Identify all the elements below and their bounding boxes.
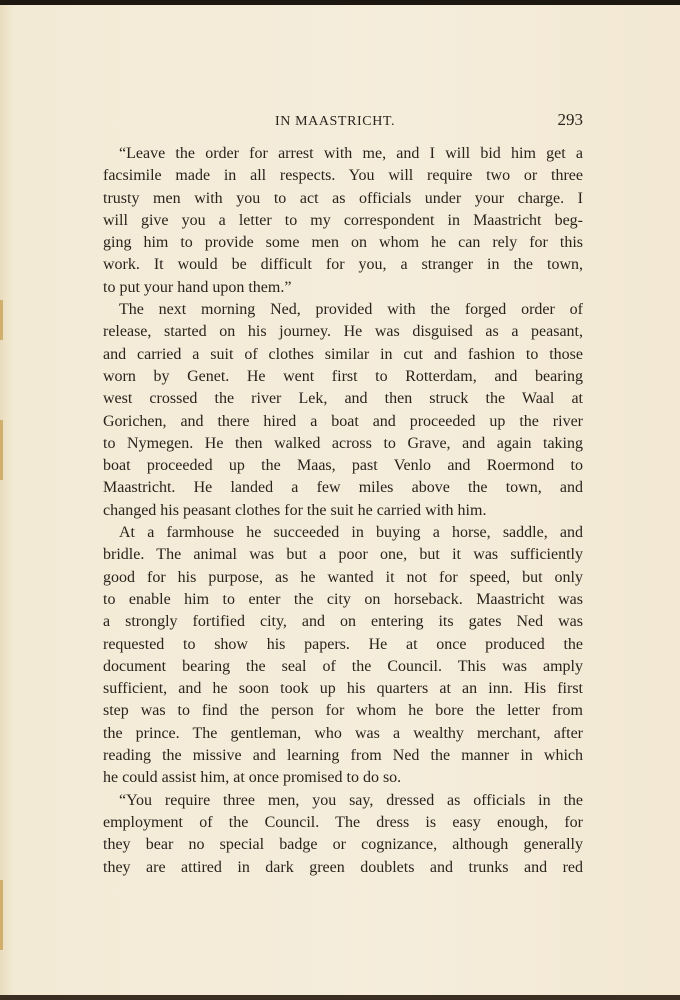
text-line: to enable him to enter the city on horseback. Maastricht was — [103, 590, 583, 608]
text-line: bridle. The animal was but a poor one, but it was sufficiently — [103, 546, 583, 564]
text-line: a strongly fortified city, and on entering its gates Ned was — [103, 613, 583, 631]
text-line: Gorichen, and there hired a boat and proceeded up the river — [103, 412, 583, 430]
text-line: trusty men with you to act as officials under your charge. I — [103, 189, 583, 207]
text-line: they are attired in dark green doublets and trunks and red — [103, 858, 583, 876]
text-line: Maastricht. He landed a few miles above the town, and — [103, 479, 583, 497]
text-line: The next morning Ned, provided with the forged order of — [119, 301, 583, 319]
body-text — [103, 143, 583, 879]
text-line: they bear no special badge or cognizance, although generally — [103, 836, 583, 854]
text-line: to Nymegen. He then walked across to Grave, and again taking — [103, 434, 583, 452]
gutter-stain-mark — [0, 420, 3, 480]
text-line: sufficient, and he soon took up his quarters at an inn. His first — [103, 680, 583, 698]
bottom-edge-rule — [0, 995, 680, 1000]
text-line: boat proceeded up the Maas, past Venlo and Roermond to — [103, 457, 583, 475]
page-number: 293 — [557, 110, 583, 129]
text-line: document bearing the seal of the Council. This was amply — [103, 657, 583, 675]
text-line: and carried a suit of clothes similar in cut and fashion to those — [103, 345, 583, 363]
gutter-stain-mark — [0, 880, 3, 950]
text-line: west crossed the river Lek, and then struck the Waal at — [103, 390, 583, 408]
text-line: changed his peasant clothes for the suit he carried with him. — [103, 501, 487, 519]
running-head: IN MAASTRICHT. — [275, 114, 396, 129]
text-line: work. It would be difficult for you, a stranger in the town, — [103, 256, 583, 274]
text-line: “Leave the order for arrest with me, and I will bid him get a — [119, 145, 583, 162]
gutter-stain-mark — [0, 300, 3, 340]
text-line: to put your hand upon them.” — [103, 278, 292, 296]
text-line: At a farmhouse he succeeded in buying a horse, saddle, and — [119, 524, 583, 542]
text-line: good for his purpose, as he wanted it not for speed, but only — [103, 568, 583, 586]
text-line: facsimile made in all respects. You will require two or three — [103, 167, 583, 185]
text-line: he could assist him, at once promised to do so. — [103, 769, 402, 787]
text-line: ging him to provide some men on whom he can rely for this — [103, 234, 583, 252]
text-line: the prince. The gentleman, who was a wealthy merchant, after — [103, 724, 583, 742]
text-line: will give you a letter to my correspondent in Maastricht beg- — [103, 211, 583, 229]
text-line: reading the missive and learning from Ned the manner in which — [103, 747, 583, 765]
text-line: step was to find the person for whom he bore the letter from — [103, 702, 583, 720]
text-line: requested to show his papers. He at once produced the — [103, 635, 583, 653]
text-line: employment of the Council. The dress is easy enough, for — [103, 813, 583, 831]
text-line: worn by Genet. He went first to Rotterdam, and bearing — [103, 367, 583, 385]
text-line: “You require three men, you say, dressed as officials in the — [119, 791, 583, 809]
text-line: release, started on his journey. He was disguised as a peasant, — [103, 323, 583, 341]
top-edge-rule — [0, 0, 680, 5]
page-header — [103, 108, 583, 134]
